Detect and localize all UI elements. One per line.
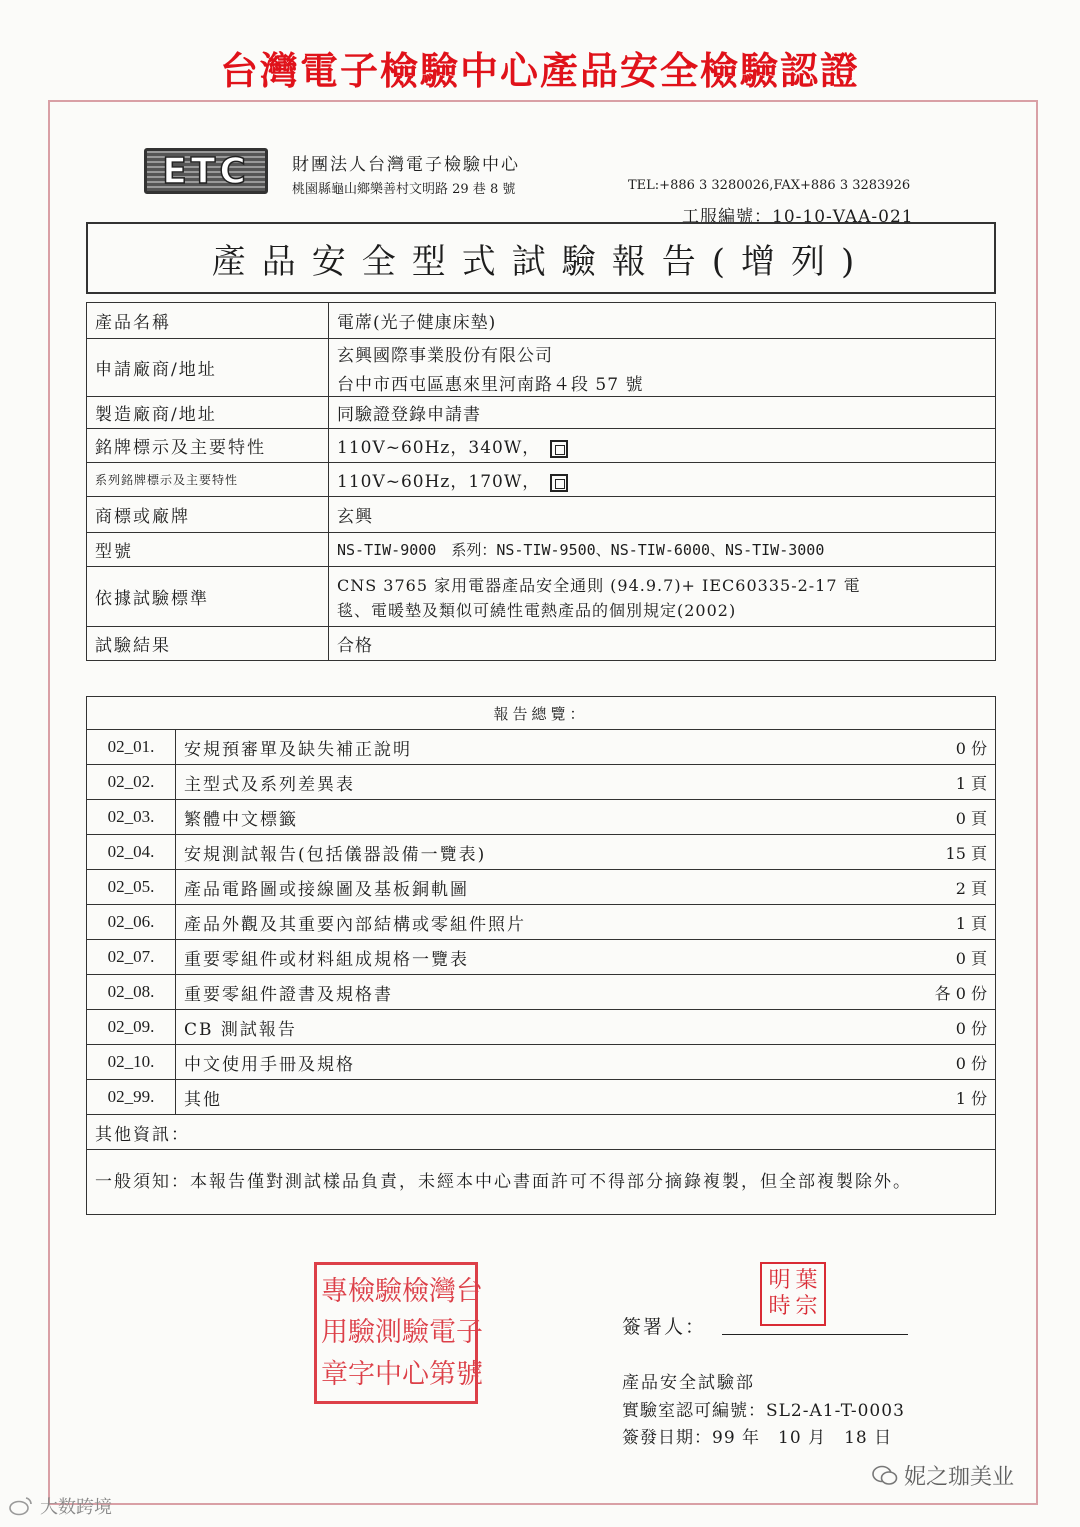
info-row-applicant (87, 339, 996, 397)
organization-name: 財團法人台灣電子檢驗中心 (292, 155, 520, 175)
overview-row (87, 905, 996, 940)
item-count: 0 頁 (869, 940, 996, 975)
item-name: 產品外觀及其重要內部結構或零組件照片 (176, 905, 870, 940)
other-info-label: 其他資訊： (87, 1115, 996, 1150)
item-name: 其他 (176, 1080, 870, 1115)
item-name: 中文使用手冊及規格 (176, 1045, 870, 1080)
overview-heading: 報告總覽： (87, 697, 996, 730)
item-count: 各 0 份 (869, 975, 996, 1010)
weibo-logo-icon (8, 1495, 34, 1517)
other-info-row (87, 1115, 996, 1150)
item-count: 1 頁 (869, 765, 996, 800)
info-label: 製造廠商/地址 (87, 397, 329, 429)
overview-row (87, 1045, 996, 1080)
series-nameplate-rating: 110V~60Hz，170W， (337, 472, 541, 492)
item-name: 安規預審單及缺失補正說明 (176, 730, 870, 765)
info-row-standard (87, 567, 996, 627)
double-insulation-icon (550, 474, 568, 492)
overview-row (87, 1080, 996, 1115)
notice-text: 本報告僅對測試樣品負責，未經本中心書面許可不得部分摘錄複製，但全部複製除外。 (190, 1172, 912, 1192)
info-label: 商標或廠牌 (87, 497, 329, 533)
overview-heading-row (87, 697, 996, 730)
certificate-headline: 台灣電子檢驗中心產品安全檢驗認證 (219, 49, 860, 93)
info-value (329, 463, 996, 497)
item-name: 重要零組件或材料組成規格一覽表 (176, 940, 870, 975)
info-label: 依據試驗標準 (87, 567, 329, 627)
item-count: 0 份 (869, 1010, 996, 1045)
info-label: 產品名稱 (87, 303, 329, 339)
applicant-address: 台中市西屯區惠來里河南路４段 57 號 (337, 374, 644, 395)
item-count: 0 頁 (869, 800, 996, 835)
signature-line (722, 1334, 908, 1335)
info-value: 同驗證登錄申請書 (329, 397, 996, 429)
overview-row (87, 870, 996, 905)
item-code: 02_02. (87, 765, 176, 800)
work-number: 工服編號：10-10-VAA-021 (682, 207, 914, 227)
item-code: 02_06. (87, 905, 176, 940)
watermark-left (8, 1493, 112, 1519)
info-row-result (87, 627, 996, 661)
item-code: 02_07. (87, 940, 176, 975)
info-label: 申請廠商/地址 (87, 339, 329, 397)
overview-row (87, 1010, 996, 1045)
watermark-right (872, 1460, 1014, 1491)
overview-row (87, 835, 996, 870)
item-name: 繁體中文標籤 (176, 800, 870, 835)
item-name: 主型式及系列差異表 (176, 765, 870, 800)
item-count: 1 份 (869, 1080, 996, 1115)
item-count: 1 頁 (869, 905, 996, 940)
info-label: 銘牌標示及主要特性 (87, 429, 329, 463)
notice-label: 一般須知： (95, 1172, 190, 1192)
item-code: 02_10. (87, 1045, 176, 1080)
info-value (329, 429, 996, 463)
info-label: 試驗結果 (87, 627, 329, 661)
info-value: NS-TIW-9000 系列：NS-TIW-9500、NS-TIW-6000、NS-TIW-3000 (329, 533, 996, 567)
item-code: 02_03. (87, 800, 176, 835)
info-row-brand (87, 497, 996, 533)
signer-label: 簽署人： (622, 1316, 707, 1338)
info-row-series-nameplate (87, 463, 996, 497)
item-code: 02_08. (87, 975, 176, 1010)
overview-row (87, 975, 996, 1010)
info-value (329, 567, 996, 627)
watermark-left-text: 大数跨境 (40, 1497, 112, 1518)
report-title: 產品安全型式試驗報告(增列) (86, 222, 996, 294)
signature-seal: 明 葉 時 宗 (760, 1262, 826, 1326)
overview-row (87, 940, 996, 975)
item-code: 02_01. (87, 730, 176, 765)
info-value: 合格 (329, 627, 996, 661)
double-insulation-icon (550, 440, 568, 458)
overview-row (87, 765, 996, 800)
organization-contact: TEL:+886 3 3280026,FAX+886 3 3283926 (628, 178, 911, 193)
info-label: 系列銘牌標示及主要特性 (87, 463, 329, 497)
notice-row (87, 1150, 996, 1215)
item-name: 產品電路圖或接線圖及基板銅軌圖 (176, 870, 870, 905)
info-row-product-name (87, 303, 996, 339)
watermark-right-text: 妮之珈美业 (904, 1465, 1015, 1490)
chat-bubble-icon (872, 1465, 898, 1487)
info-row-manufacturer (87, 397, 996, 429)
official-red-stamp: 專 檢 驗 檢 灣 台 用 驗 測 驗 電 子 章 字 中 心 第 號 (314, 1262, 478, 1404)
info-row-nameplate (87, 429, 996, 463)
info-value: 電蓆(光子健康床墊) (329, 303, 996, 339)
overview-row (87, 800, 996, 835)
etc-logo: ETC (144, 148, 268, 194)
item-code: 02_05. (87, 870, 176, 905)
department-name: 產品安全試驗部 (622, 1373, 755, 1393)
item-count: 2 頁 (869, 870, 996, 905)
info-value: 玄興 (329, 497, 996, 533)
organization-address: 桃園縣龜山鄉樂善村文明路 29 巷 8 號 (292, 182, 516, 197)
general-notice (87, 1150, 996, 1215)
item-name: CB 測試報告 (176, 1010, 870, 1045)
standard-line-1: CNS 3765 家用電器產品安全通則 (94.9.7)+ IEC60335-2-17 電 (337, 575, 861, 595)
info-row-model (87, 533, 996, 567)
lab-accreditation-number: 實驗室認可編號：SL2-A1-T-0003 (622, 1401, 905, 1421)
standard-line-2: 毯、電暖墊及類似可繞性電熱產品的個別規定(2002) (337, 600, 737, 620)
issue-date: 簽發日期：99 年 10 月 18 日 (622, 1428, 893, 1448)
item-count: 0 份 (869, 730, 996, 765)
item-code: 02_99. (87, 1080, 176, 1115)
info-value (329, 339, 996, 397)
item-name: 安規測試報告(包括儀器設備一覽表) (176, 835, 870, 870)
item-count: 15 頁 (869, 835, 996, 870)
applicant-name: 玄興國際事業股份有限公司 (337, 345, 553, 366)
item-count: 0 份 (869, 1045, 996, 1080)
overview-row (87, 730, 996, 765)
info-label: 型號 (87, 533, 329, 567)
item-code: 02_09. (87, 1010, 176, 1045)
product-info-table (86, 302, 996, 661)
report-overview-table (86, 696, 996, 1215)
item-code: 02_04. (87, 835, 176, 870)
item-name: 重要零組件證書及規格書 (176, 975, 870, 1010)
nameplate-rating: 110V~60Hz，340W， (337, 438, 541, 458)
